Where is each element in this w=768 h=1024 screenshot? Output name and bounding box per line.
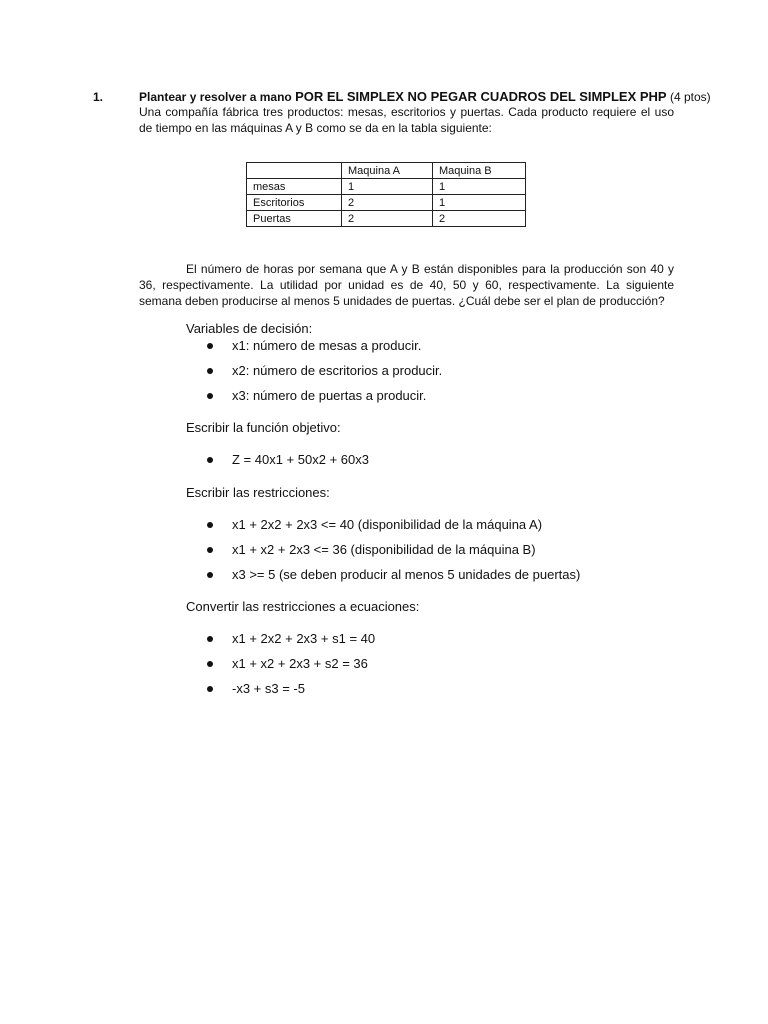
bullet-icon (207, 686, 213, 692)
list-item-text: x3: número de puertas a producir. (232, 388, 427, 403)
question-number: 1. (93, 90, 104, 104)
list-item-text: x1 + x2 + 2x3 <= 36 (disponibilidad de la máquina B) (232, 542, 536, 557)
bullet-icon (207, 457, 213, 463)
list-item (207, 656, 368, 671)
bullet-icon (207, 636, 213, 642)
list-item-text: x1 + x2 + 2x3 + s2 = 36 (232, 656, 368, 671)
table-row (247, 211, 526, 227)
table-cell: Escritorios (247, 195, 342, 211)
table-cell: 1 (433, 195, 526, 211)
list-item (207, 452, 369, 467)
title-main: POR EL SIMPLEX NO PEGAR CUADROS DEL SIMPLEX PHP (295, 89, 667, 104)
list-item-text: x2: número de escritorios a producir. (232, 363, 443, 378)
list-item (207, 517, 542, 532)
equations-heading: Convertir las restricciones a ecuaciones: (186, 599, 420, 614)
list-item (207, 631, 375, 646)
list-item-text: x1 + 2x2 + 2x3 + s1 = 40 (232, 631, 376, 646)
list-item (207, 363, 442, 378)
table-cell: 2 (342, 211, 433, 227)
bullet-icon (207, 393, 213, 399)
bullet-icon (207, 661, 213, 667)
problem-intro: Una compañía fábrica tres productos: mesas, escritorios y puertas. Cada producto requiere el uso de tiempo en las máquinas A y B como se da en la tabla siguiente: (139, 105, 674, 135)
list-item-text: x1 + 2x2 + 2x3 <= 40 (disponibilidad de la máquina A) (232, 517, 543, 532)
table-cell: 1 (433, 179, 526, 195)
table-cell: Puertas (247, 211, 342, 227)
table-row (247, 195, 526, 211)
list-item (207, 542, 536, 557)
question-title (139, 89, 711, 104)
list-item (207, 681, 305, 696)
list-item-text: x3 >= 5 (se deben producir al menos 5 unidades de puertas) (232, 567, 581, 582)
problem-paragraph (139, 261, 674, 309)
list-item-text: Z = 40x1 + 50x2 + 60x3 (232, 452, 369, 467)
table-header-cell: Maquina A (342, 163, 433, 179)
bullet-icon (207, 522, 213, 528)
list-item (207, 388, 426, 403)
list-item-text: -x3 + s3 = -5 (232, 681, 305, 696)
constraints-heading: Escribir las restricciones: (186, 485, 330, 500)
table-header-cell: Maquina B (433, 163, 526, 179)
table-cell: 2 (433, 211, 526, 227)
table-cell: 2 (342, 195, 433, 211)
paragraph-text: El número de horas por semana que A y B están disponibles para la producción son 40 y 36, respectivamente. La utilidad por unidad es de 40, 50 y 60, respectivamente. La siguiente semana deben producirse al menos 5 unidades de puertas. ¿Cuál debe ser el plan de producción? (139, 262, 674, 308)
table-cell: mesas (247, 179, 342, 195)
title-prefix: Plantear y resolver a mano (139, 90, 296, 104)
bullet-icon (207, 572, 213, 578)
objective-heading: Escribir la función objetivo: (186, 420, 341, 435)
table-cell: 1 (342, 179, 433, 195)
table-header-cell (247, 163, 342, 179)
machine-time-table (246, 162, 526, 227)
table-row (247, 179, 526, 195)
list-item (207, 567, 580, 582)
variables-heading: Variables de decisión: (186, 321, 313, 336)
list-item (207, 338, 421, 353)
bullet-icon (207, 368, 213, 374)
bullet-icon (207, 343, 213, 349)
table-header-row (247, 163, 526, 179)
title-points: (4 ptos) (666, 90, 711, 104)
list-item-text: x1: número de mesas a producir. (232, 338, 422, 353)
bullet-icon (207, 547, 213, 553)
